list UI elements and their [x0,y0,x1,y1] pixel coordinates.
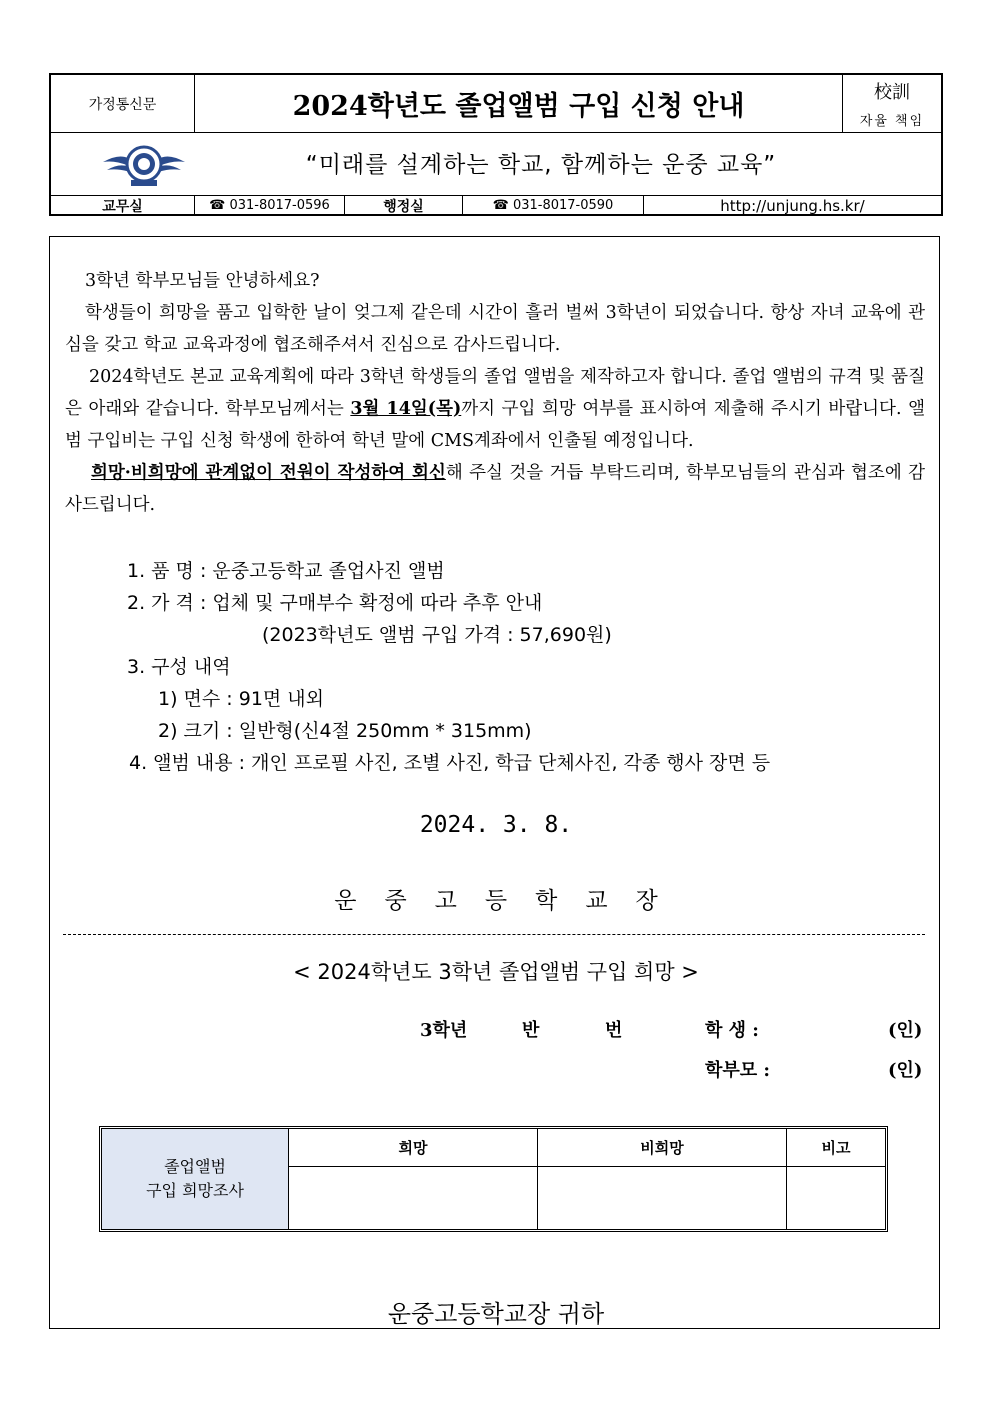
item-composition: 3. 구성 내역 [127,656,231,678]
principal-signature: 운중고등학교장 [334,888,686,914]
addressee-footer: 운중고등학교장 귀하 [387,1300,605,1328]
school-slogan: “미래를 설계하는 학교, 함께하는 운중 교육” [305,152,777,178]
issue-date: 2024. 3. 8. [419,812,573,838]
office-label: 교무실 [51,195,195,216]
item-product-name: 1. 품 명 : 운중고등학교 졸업사진 앨범 [127,560,445,582]
item-size: 2) 크기 : 일반형(신4절 250mm * 315mm) [158,720,532,742]
motto-words: 자율 책임 [859,114,925,129]
greeting: 3학년 학부모님들 안녕하세요? [85,271,320,291]
admin-office-label: 행정실 [345,195,463,216]
paragraph-2-start: 2024학년도 본교 교육계획에 따라 3학년 학생들의 졸업 앨범을 제작하고자 합니다. 졸업 앨범의 규격 및 품질은 아래와 같습니다. 학부모님께서는 [65,367,925,419]
letterhead [49,73,943,216]
column-header-want: 희망 [289,1129,538,1167]
reply-form-title: < 2024학년도 3학년 졸업앨범 구입 희망 > [293,960,699,984]
paragraph-1: 학생들이 희망을 품고 입학한 날이 엊그제 같은데 시간이 흘러 벌써 3학년이 되었습니다. 항상 자녀 교육에 관심을 갖고 학교 교육과정에 협조해주셔서 진심으로 감사드립니다. [65,303,925,355]
deadline-date: 3월 14일(목) [350,399,462,419]
class-label: 반 [522,1020,540,1041]
cut-line-divider [63,934,925,935]
slogan-row [51,132,941,196]
column-header-note: 비고 [787,1129,885,1167]
school-emblem-icon [101,140,187,188]
survey-header-line1: 졸업앨범 [164,1157,226,1176]
item-album-contents: 4. 앨범 내용 : 개인 프로필 사진, 조별 사진, 학급 단체사진, 각종 행사 장면 등 [129,752,771,774]
purchase-survey-table [99,1126,888,1232]
paragraph-2 [65,361,925,457]
grade-label: 3학년 [420,1020,468,1041]
school-website-link[interactable]: http://unjung.hs.kr/ [720,196,865,215]
survey-row-header [102,1129,289,1229]
note-cell[interactable] [787,1167,885,1229]
paragraph-2-end: 까지 구입 희망 여부를 표시하여 제출해 주시기 바랍니다. 앨범 구입비는 구입 신청 학생에 한하여 학년 말에 CMS계좌에서 인출될 예정입니다. [65,399,925,451]
column-header-not-want: 비희망 [538,1129,787,1167]
student-name-label: 학 생 : [705,1020,759,1041]
admin-office-phone: ☎ 031-8017-0590 [463,195,644,216]
reply-required-notice: 희망·비희망에 관계없이 전원이 작성하여 회신 [91,463,446,483]
paragraph-3-end: 해 주실 것을 거듭 부탁드리며, 학부모님들의 관심과 협조에 감사드립니다. [65,463,925,515]
student-seal: (인) [888,1020,923,1041]
item-price-reference: (2023학년도 앨범 구입 가격 : 57,690원) [262,624,612,646]
letterhead-title-row [51,75,941,133]
parent-seal: (인) [888,1060,923,1081]
paragraph-3 [65,457,925,521]
page-title: 2024학년도 졸업앨범 구입 신청 안내 [195,75,843,132]
office-phone: ☎ 031-8017-0596 [195,195,345,216]
parent-name-label: 학부모 : [705,1060,771,1081]
doc-type-label: 가정통신문 [51,75,195,132]
item-price: 2. 가 격 : 업체 및 구매부수 확정에 따라 추후 안내 [127,592,543,614]
school-motto [843,75,941,132]
survey-header-line2: 구입 희망조사 [146,1181,244,1200]
contact-row [51,195,941,216]
number-label: 번 [605,1020,623,1041]
motto-title: 校訓 [874,82,910,103]
want-check-cell[interactable] [289,1167,538,1229]
not-want-check-cell[interactable] [538,1167,787,1229]
item-page-count: 1) 면수 : 91면 내외 [158,688,325,710]
